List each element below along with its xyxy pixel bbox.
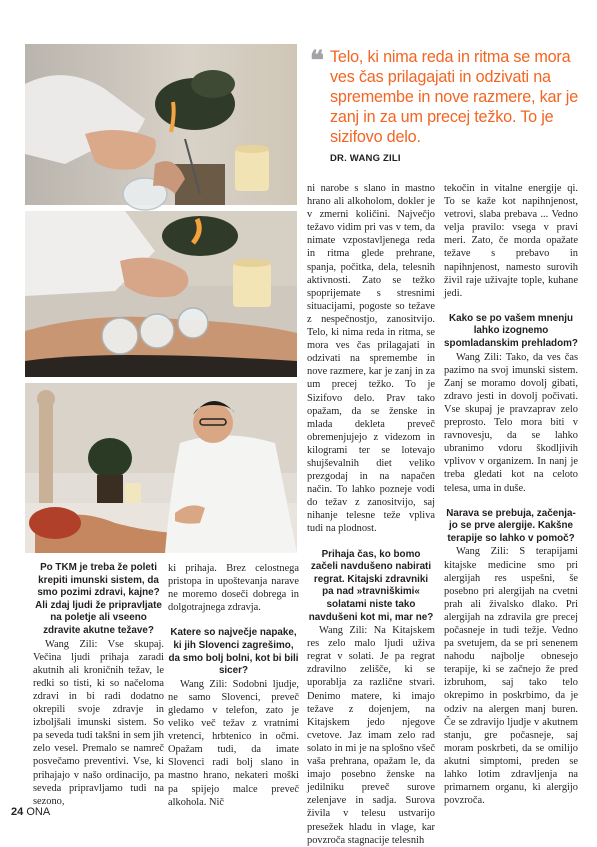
text-column-3	[307, 182, 435, 847]
interview-answer: Wang Zili: Sodobni ljudje, ne samo Slovenci, preveč gledamo v telefon, zato je veliko več težav z vratnimi vretenci, hrbtenico in očmi. Opažam tudi, da imate Slovenci radi bolj slano in mastno hrano, nekateri moški pa spijejo malce preveč alkohola. Nič	[168, 678, 299, 808]
text-column-1	[33, 562, 164, 808]
quote-mark-icon: ❝	[310, 45, 324, 75]
quote-author: DR. WANG ZILI	[330, 153, 401, 164]
interview-question: Narava se prebuja, začenja- jo se prve alergije. Kakšne terapije so lahko v pomoč?	[446, 507, 576, 544]
page-number: 24	[11, 806, 24, 818]
text-column-4	[444, 182, 578, 807]
cupping-glass-photo	[25, 44, 297, 205]
interview-answer: Wang Zili: S terapijami kitajske medicine smo pri alergijah res uspešni, še posebno pri alergijah na cvetni prah ali živalsko dlako. Pri alergijah na zdravila gre precej počasneje in tudi težje. Vedno pa svetujem, da se pri senenem nahodu najbolje obnesejo terapije, ki se začnejo že pred izbruhom, saj tako telo okrepimo in poskrbimo, da je odziv na alergen manj buren. Če se zdravijo ljudje v akutnem stanju, gre počasneje, saj moram poskrbeti, da se omilijo akutni simptomi, preden se lahko lotim zdravljenja na primarnem organu, ki alergijo povzroča.	[444, 546, 578, 807]
interview-question: Po TKM je treba že poleti krepiti imunski sistem, da smo pozimi zdravi, kajne? Ali zdaj ljudi že pripravljate na poletje ali vseeno zdravite akutne težave?	[35, 562, 162, 636]
magazine-name: ONA	[26, 806, 51, 818]
interview-answer: Wang Zili: Tako, da ves čas pazimo na svoj imunski sistem. Zanj se moramo dovolj gibati, zdravo jesti in dovolj počivati. Vse skupaj je pravzaprav zelo preprosto. Telo mora biti v ravnovesju, da se lahko ubranimo vdoru škodljivih vplivov v organizem. In nanj je treba gledati kot na celoto telesa, uma in duše.	[444, 351, 578, 494]
interview-answer: Wang Zili: Na Kitajskem res zelo malo ljudi uživa regrat v solati. Je pa regrat zdravilno zelišče, ki se uporablja za različne stvari. Denimo matere, ki imajo težave z dojenjem, na Kitajskem jedo njegove cvetove. Jaz imam zelo rad solato in mi je na splošno všeč vaša prehrana, opažam le, da imajo posebno ženske na jedilniku preveč surove zelenjave in sadja. Surova živila v telesu ustvarijo presežek hladu in vlage, kar povzroča stagnacije telesnih	[307, 625, 435, 846]
paragraph: ki prihaja. Brez celostnega pristopa in upoštevanja narave ne moremo doseči dobrega in dolgotrajnega zdravja.	[168, 563, 299, 614]
pull-quote: Telo, ki nima reda in ritma se mora ves čas prilagajati in odzivati na spremembe in nove razmere, kar je zanj in za um precej težko. To je sizifovo delo.	[330, 48, 579, 146]
interview-question: Prihaja čas, ko bomo začeli navdušeno nabirati regrat. Kitajski zdravniki pa nad »travniškimi« solatami niste tako navdušeni kot mi, mar ne?	[308, 548, 434, 623]
interview-answer: Wang Zili: Vse skupaj. Večina ljudi prihaja zaradi akutnih ali kroničnih težav, le redki so tisti, ki so načeloma zdravi in bi radi dodatno okrepili svoje zdravje in izboljšali imunski sistem. So pa seveda tudi takšni in sem jih zelo vesel. Premalo se namreč posvečamo preventivi. Vse, ki prihajajo v našo ordinacijo, pa seveda pripravljamo tudi na sezono,	[33, 638, 164, 807]
interview-question: Kako se po vašem mnenju lahko izognemo spomladanskim prehladom?	[444, 312, 578, 350]
doctor-with-patient-photo	[25, 383, 297, 553]
text-column-2	[168, 562, 299, 809]
interview-question: Katere so največje napake, ki jih Slovenci zagrešimo, da smo bolj bolni, kot bi bili sicer?	[168, 627, 299, 677]
page-footer	[11, 806, 50, 818]
cupping-back-photo	[25, 211, 297, 377]
paragraph: tekočin in vitalne energije qi. To se kaže kot napihnjenost, vetrovi, slaba prebava ... Vedno velja pravilo: vsega v pravi meri. Zato, če morda opažate težave s prebavo in napihnjenost, namesto surovih živil raje uživajte tople, kuhane jedi.	[444, 183, 578, 299]
paragraph: ni narobe s slano in mastno hrano ali alkoholom, dokler je v zmerni količini. Največjo težavo vidim pri vas v tem, da nimate vzpostavljenega reda in ritma glede prehrane, spanja, počitka, dela, telesnih aktivnosti. Zato se težko spoprijemate s stresnimi situacijami, pogoste so težave z nespečnostjo, zanositvijo. Telo, ki nima reda in ritma, se mora ves čas prilagajati in odzivati na spremembe in nove razmere, kar je zanj in za um precej težko. To je Sizifovo delo. Prav tako opažam, da se ženske in mlada dekleta preveč obremenjujejo z videzom in kilogrami ter se lotevajo shujševalnih diet veliko prezgodaj in na napačen način. To lahko pozneje vodi do težav z zanositvijo, saj nihanje telesne teže vpliva tudi na plodnost.	[307, 183, 435, 535]
